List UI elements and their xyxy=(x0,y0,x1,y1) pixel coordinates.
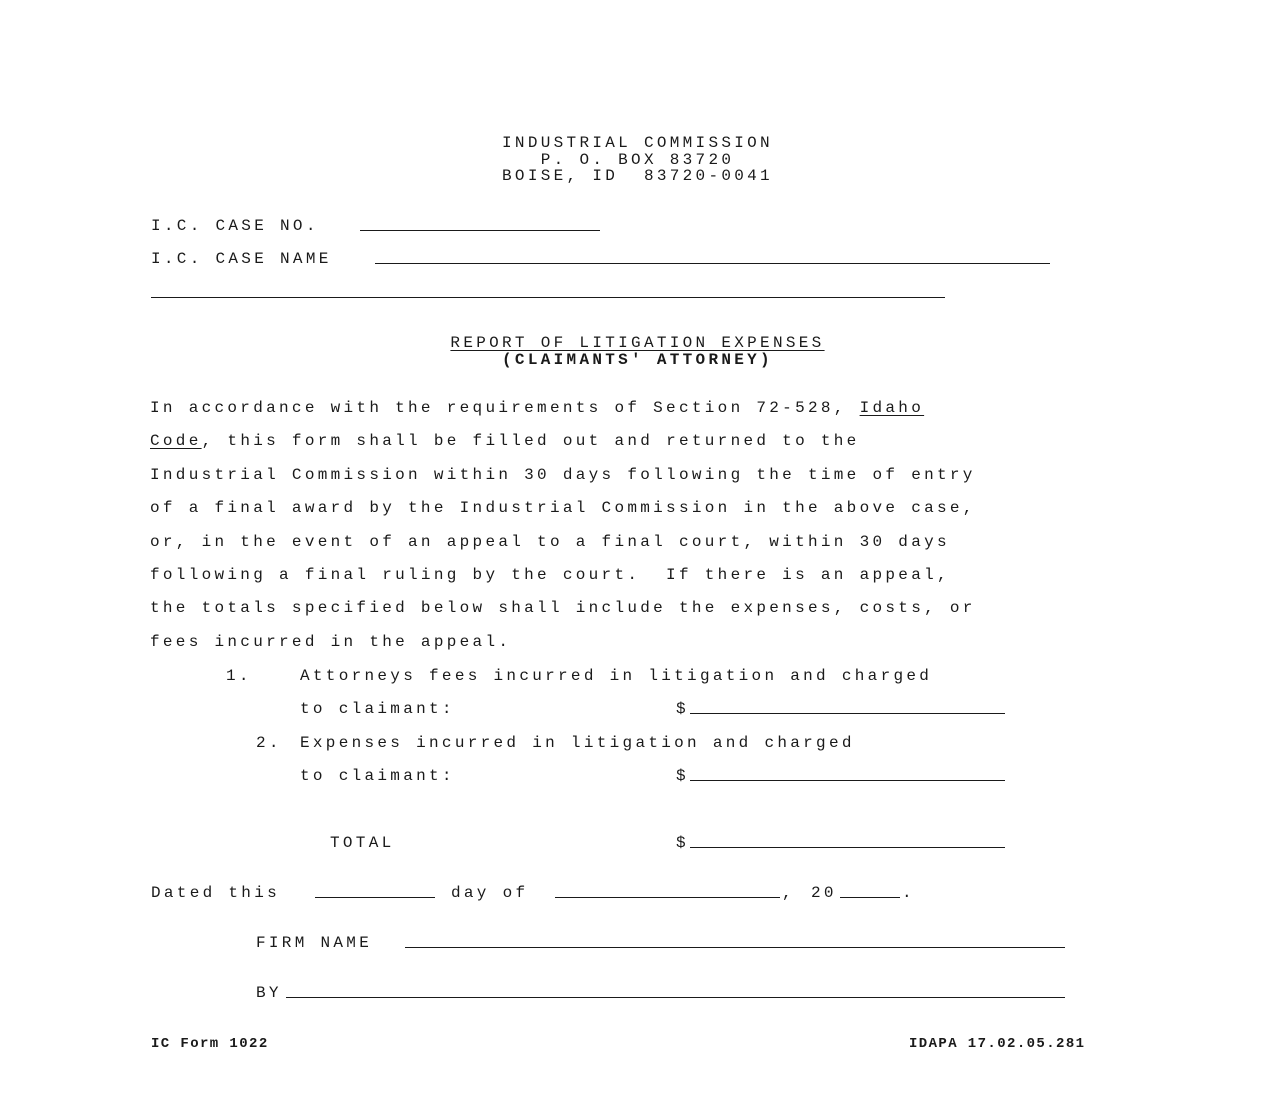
intro-line-2 xyxy=(150,425,1140,458)
by-label: BY xyxy=(256,984,282,1002)
agency-address-line2: BOISE, ID 83720-0041 xyxy=(502,167,773,185)
dated-period: . xyxy=(902,884,915,902)
report-subtitle: (CLAIMANTS' ATTORNEY) xyxy=(502,351,773,369)
case-name-label: I.C. CASE NAME xyxy=(151,250,332,268)
signature-field[interactable] xyxy=(286,997,1065,998)
item-1-number: 1. xyxy=(226,667,252,685)
item-2-description: Expenses incurred in litigation and charged xyxy=(300,734,855,752)
total-label: TOTAL xyxy=(330,834,395,852)
intro-line-1 xyxy=(150,392,1140,425)
item-2-description-cont: to claimant: xyxy=(300,767,455,785)
idapa-reference: IDAPA 17.02.05.281 xyxy=(909,1036,1086,1052)
form-number: IC Form 1022 xyxy=(151,1036,269,1052)
attorney-fees-amount-field[interactable] xyxy=(690,713,1005,714)
intro-line-4: of a final award by the Industrial Commission in the above case, xyxy=(150,499,976,517)
item-1-currency: $ xyxy=(676,700,689,718)
intro-line-7: the totals specified below shall include the expenses, costs, or xyxy=(150,599,976,617)
dated-prefix: Dated this xyxy=(151,884,281,902)
month-field[interactable] xyxy=(555,897,780,898)
intro-line-3: Industrial Commission within 30 days following the time of entry xyxy=(150,466,976,484)
case-number-label: I.C. CASE NO. xyxy=(151,217,319,235)
dated-comma: , xyxy=(782,884,795,902)
intro-line-2-text: , this form shall be filled out and returned to the xyxy=(201,432,860,450)
year-field[interactable] xyxy=(840,897,900,898)
intro-line-5: or, in the event of an appeal to a final court, within 30 days xyxy=(150,533,950,551)
intro-line-8: fees incurred in the appeal. xyxy=(150,633,512,651)
item-2-currency: $ xyxy=(676,767,689,785)
item-1-description-cont: to claimant: xyxy=(300,700,455,718)
agency-address-line1: P. O. BOX 83720 xyxy=(540,151,735,169)
intro-line-1-text: In accordance with the requirements of Section 72-528, xyxy=(150,399,860,417)
total-currency: $ xyxy=(676,834,689,852)
idaho-code-reference-cont: Code xyxy=(150,432,202,450)
year-prefix: 20 xyxy=(811,884,837,902)
firm-name-label: FIRM NAME xyxy=(256,934,373,952)
total-amount-field[interactable] xyxy=(690,847,1005,848)
case-name-field-continued[interactable] xyxy=(151,297,945,298)
item-2-number: 2. xyxy=(256,734,282,752)
report-title: REPORT OF LITIGATION EXPENSES xyxy=(450,334,825,352)
firm-name-field[interactable] xyxy=(405,947,1065,948)
intro-line-6: following a final ruling by the court. If there is an appeal, xyxy=(150,566,950,584)
agency-name: INDUSTRIAL COMMISSION xyxy=(502,134,773,152)
idaho-code-reference: Idaho xyxy=(859,399,925,417)
day-field[interactable] xyxy=(315,897,435,898)
case-number-field[interactable] xyxy=(360,230,600,231)
item-1-description: Attorneys fees incurred in litigation and charged xyxy=(300,667,933,685)
case-name-field[interactable] xyxy=(375,263,1050,264)
dated-day-of: day of xyxy=(451,884,529,902)
expenses-amount-field[interactable] xyxy=(690,780,1005,781)
